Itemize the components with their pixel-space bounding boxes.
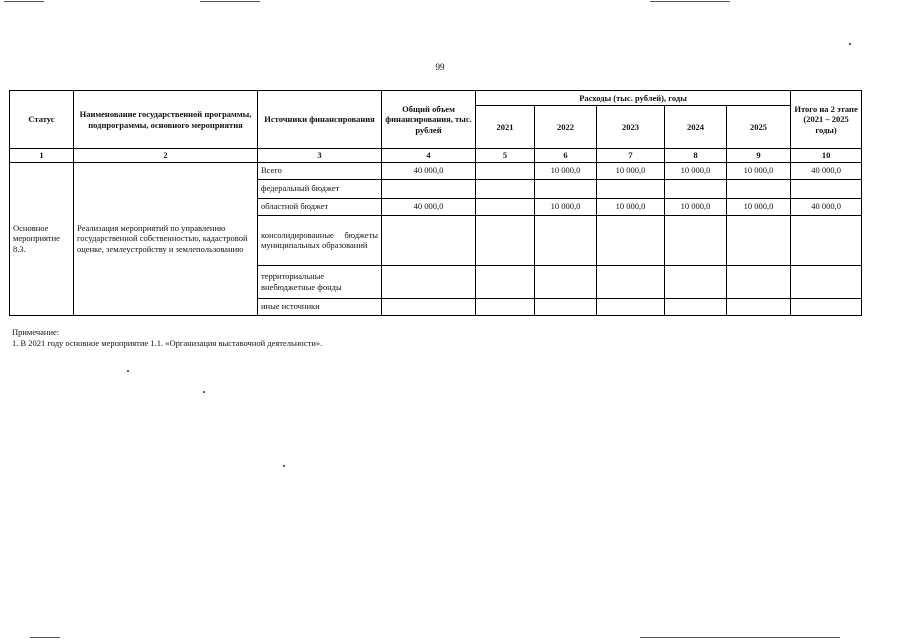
year-2022-cell: [535, 179, 597, 198]
source-cell: Всего: [258, 162, 382, 179]
source-cell: федеральный бюджет: [258, 179, 382, 198]
header-year: 2025: [727, 106, 791, 149]
year-2024-cell: 10 000,0: [665, 162, 727, 179]
status-cell: Основное мероприятие 8.3.: [10, 162, 74, 315]
stage-total-cell: [791, 215, 862, 265]
scan-speck: [127, 370, 129, 372]
source-cell: областной бюджет: [258, 198, 382, 215]
scan-speck: [849, 43, 851, 45]
column-number: 9: [727, 149, 791, 163]
column-number: 7: [597, 149, 665, 163]
column-number: 10: [791, 149, 862, 163]
page-number: 99: [435, 62, 445, 72]
header-year: 2023: [597, 106, 665, 149]
scan-artifact-top-right: [650, 1, 730, 2]
scan-artifact-top-left: [4, 1, 44, 2]
stage-total-cell: [791, 265, 862, 298]
scan-artifact-bottom-left: [30, 637, 60, 638]
column-number: 2: [74, 149, 258, 163]
year-2025-cell: [727, 265, 791, 298]
year-2025-cell: [727, 215, 791, 265]
total-cell: 40 000,0: [382, 162, 476, 179]
header-total-volume: Общий объем финансирования, тыс. рублей: [382, 91, 476, 149]
column-number: 1: [10, 149, 74, 163]
stage-total-cell: 40 000,0: [791, 162, 862, 179]
column-number: 3: [258, 149, 382, 163]
column-number: 8: [665, 149, 727, 163]
year-2021-cell: [476, 215, 535, 265]
year-2021-cell: [476, 162, 535, 179]
notes-block: [12, 327, 322, 349]
year-2024-cell: [665, 179, 727, 198]
header-expenses-group: Расходы (тыс. рублей), годы: [476, 91, 791, 106]
scan-artifact-bottom-right: [640, 637, 840, 638]
financing-table: [9, 90, 862, 316]
stage-total-cell: 40 000,0: [791, 198, 862, 215]
scan-artifact-top-mid: [200, 1, 260, 2]
year-2023-cell: 10 000,0: [597, 162, 665, 179]
table-row: [10, 162, 862, 179]
program-name-cell: Реализация мероприятий по управлению государственной собственностью, кадастровой оценке, землеустройству и землепользованию: [74, 162, 258, 315]
year-2021-cell: [476, 179, 535, 198]
column-number-row: [10, 149, 862, 163]
year-2025-cell: 10 000,0: [727, 162, 791, 179]
total-cell: [382, 179, 476, 198]
notes-heading: Примечание:: [12, 327, 60, 337]
scan-speck: [283, 465, 285, 467]
header-year: 2021: [476, 106, 535, 149]
year-2023-cell: [597, 298, 665, 315]
source-cell: территориальные внебюджетные фонды: [258, 265, 382, 298]
year-2022-cell: [535, 298, 597, 315]
note-item: 1. В 2021 году основное мероприятие 1.1. «Организация выставочной деятельности».: [12, 338, 323, 349]
year-2024-cell: [665, 298, 727, 315]
header-year: 2024: [665, 106, 727, 149]
stage-total-cell: [791, 298, 862, 315]
year-2025-cell: 10 000,0: [727, 198, 791, 215]
total-cell: 40 000,0: [382, 198, 476, 215]
year-2023-cell: [597, 265, 665, 298]
year-2022-cell: 10 000,0: [535, 162, 597, 179]
year-2023-cell: [597, 179, 665, 198]
header-year: 2022: [535, 106, 597, 149]
year-2022-cell: 10 000,0: [535, 198, 597, 215]
column-number: 5: [476, 149, 535, 163]
total-cell: [382, 265, 476, 298]
year-2025-cell: [727, 179, 791, 198]
year-2024-cell: [665, 265, 727, 298]
header-program-name: Наименование государственной программы, подпрограммы, основного мероприятия: [74, 91, 258, 149]
year-2025-cell: [727, 298, 791, 315]
year-2022-cell: [535, 265, 597, 298]
year-2021-cell: [476, 298, 535, 315]
total-cell: [382, 215, 476, 265]
column-number: 4: [382, 149, 476, 163]
header-status: Статус: [10, 91, 74, 149]
year-2023-cell: 10 000,0: [597, 198, 665, 215]
year-2021-cell: [476, 265, 535, 298]
stage-total-cell: [791, 179, 862, 198]
total-cell: [382, 298, 476, 315]
header-stage-total: Итого на 2 этапе (2021 – 2025 годы): [791, 91, 862, 149]
year-2021-cell: [476, 198, 535, 215]
year-2023-cell: [597, 215, 665, 265]
header-sources: Источники финансирования: [258, 91, 382, 149]
source-cell: иные источники: [258, 298, 382, 315]
column-number: 6: [535, 149, 597, 163]
year-2024-cell: [665, 215, 727, 265]
source-cell: консолидированные бюджеты муниципальных образований: [258, 215, 382, 265]
year-2024-cell: 10 000,0: [665, 198, 727, 215]
scan-speck: [203, 391, 205, 393]
year-2022-cell: [535, 215, 597, 265]
